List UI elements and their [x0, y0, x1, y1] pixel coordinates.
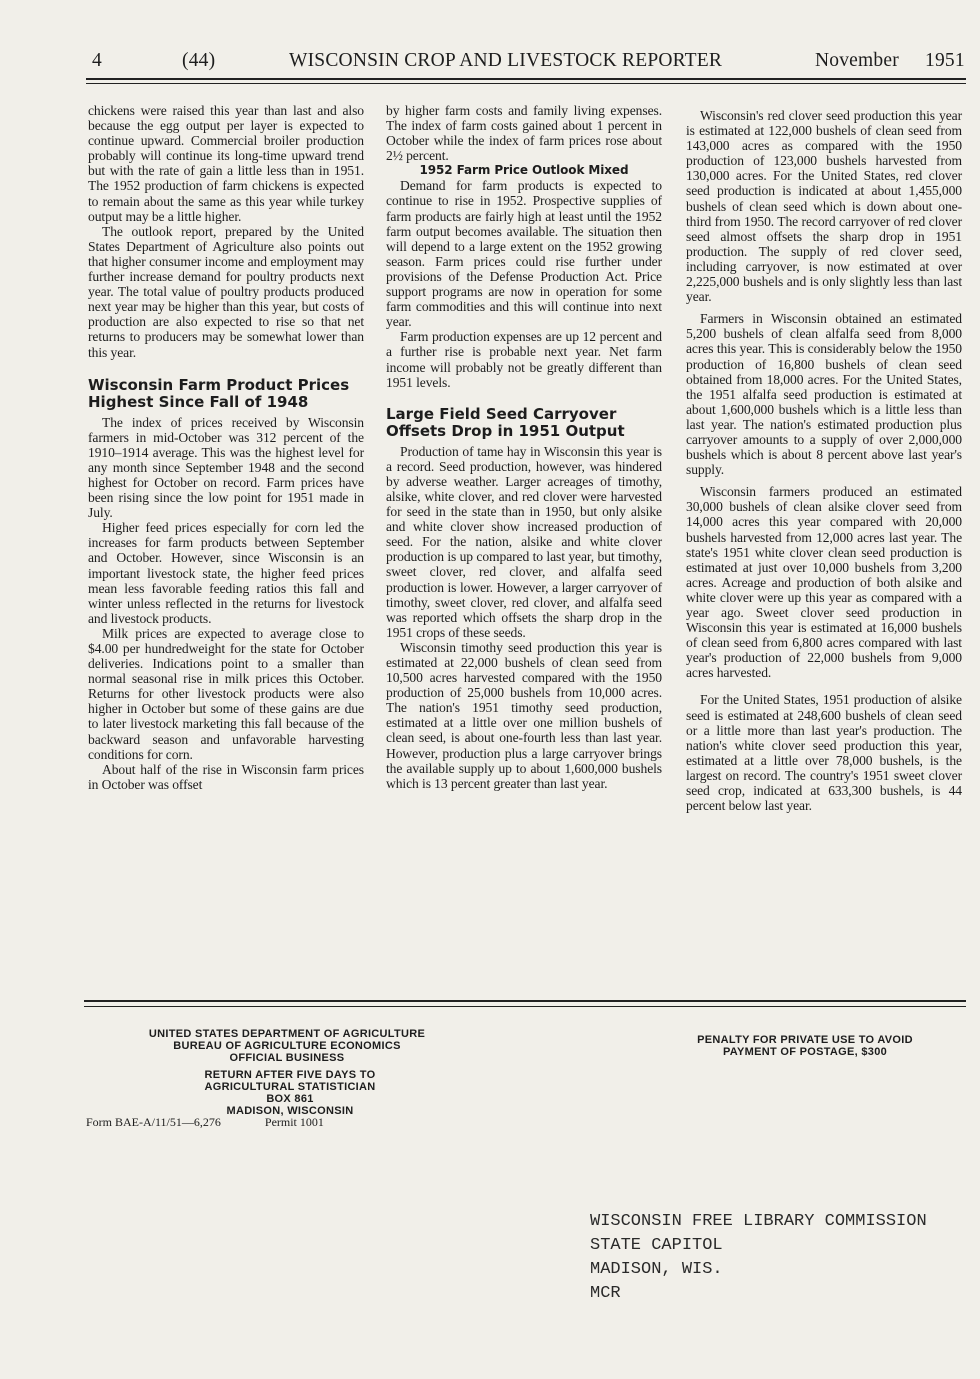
return-instruction: RETURN AFTER FIVE DAYS TO: [204, 1069, 376, 1081]
penalty-line: PENALTY FOR PRIVATE USE TO AVOID: [697, 1034, 913, 1046]
paragraph: Milk prices are expected to average close to $4.00 per hundredweight for the state for October deliveries. Indications point to a smaller than normal seasonal rise in milk prices this October. Returns for other livestock products were also higher in October but some of these gains are due to later livestock marketing this fall because of the backward season and unfavorable harvesting conditions for corn.: [88, 625, 364, 762]
paragraph: Higher feed prices especially for corn led the increases for farm products between September and October. However, since Wisconsin is an important livestock state, the higher feed prices mean less favorable feeding ratios this fall and winter unless reflected in the returns for livestock and livestock products.: [88, 520, 364, 626]
penalty-block: [640, 1034, 970, 1058]
subsection-heading: 1952 Farm Price Outlook Mixed: [419, 163, 629, 178]
department-name: UNITED STATES DEPARTMENT OF AGRICULTURE: [148, 1028, 426, 1040]
address-line: MCR: [590, 1284, 621, 1303]
department-block: [92, 1028, 482, 1064]
publication-title: WISCONSIN CROP AND LIVESTOCK REPORTER: [289, 50, 723, 71]
section-heading: Large Field Seed Carryover Offsets Drop in 1951 Output: [386, 404, 625, 440]
form-line: [86, 1115, 324, 1130]
paragraph: For the United States, 1951 production of alsike seed is estimated at 248,600 bushels of clean seed or a little more than last year's production. The nation's white clover seed production this year, estimated at a little over 78,000 bushels, is the largest on record. The country's 1951 sweet clover seed crop, indicated at 633,300 bushels, is 44 percent below last year.: [686, 692, 962, 814]
paragraph: Farm production expenses are up 12 percent and a further rise is probable next year. Net farm income will probably not be greatly different than 1951 levels.: [386, 329, 662, 390]
paragraph: Farmers in Wisconsin obtained an estimated 5,200 bushels of clean alfalfa seed from 8,000 acres this year. This is considerably below the 1950 production of 16,800 bushels of clean seed obtained from 18,000 acres. For the United States, the 1951 alfalfa seed production is estimated at about 1,600,000 bushels which is a little less than last year. The nation's estimated production plus carryover amounts to a supply of over 2,000,000 bushels which is about 8 percent above last year's supply.: [686, 311, 962, 478]
official-business: OFFICIAL BUSINESS: [229, 1052, 345, 1064]
paragraph: by higher farm costs and family living expenses. The index of farm costs gained about 1 percent in October while the index of farm prices rose about 2½ percent.: [386, 103, 662, 164]
paragraph: The outlook report, prepared by the United States Department of Agriculture also points out that higher consumer income and employment may further increase demand for poultry products next year. The total value of poultry products produced next year may be higher than this year, but costs of production are also expected to rise so that net returns to producers may be somewhat lower than this year.: [88, 223, 364, 360]
mailing-address: [590, 1210, 927, 1306]
paragraph: Production of tame hay in Wisconsin this year is a record. Seed production, however, was hindered by adverse weather. Larger acreages of timothy, alsike, white clover, and red clover were harvested for seed in the state than in 1950, but only alsike and white clover show increased production of seed. For the nation, alsike and white clover production is up compared to last year, but timothy, sweet clover, red clover, and alfalfa seed production is lower. However, a larger carryover of timothy, sweet clover, red clover, and alfalfa seed was reported which offsets the sharp drop in the 1951 crops of these seeds.: [386, 443, 662, 640]
return-box: BOX 861: [266, 1093, 314, 1105]
issue-number: (44): [182, 50, 216, 71]
return-addressee: AGRICULTURAL STATISTICIAN: [204, 1081, 376, 1093]
paragraph: The index of prices received by Wisconsin farmers in mid-October was 312 percent of the 1910–1914 average. This was the highest level for any month since September 1948 and the second highest for October on record. Farm prices have been rising since the low point for 1951 made in July.: [88, 414, 364, 521]
address-line: MADISON, WIS.: [590, 1260, 723, 1279]
paragraph: About half of the rise in Wisconsin farm prices in October was offset: [88, 761, 364, 792]
issue-year: 1951: [925, 50, 965, 71]
page-number: 4: [92, 50, 102, 71]
return-address-block: [150, 1069, 430, 1117]
paragraph: Wisconsin farmers produced an estimated 30,000 bushels of clean alsike clover seed from 14,000 acres this year compared with 20,000 bushels harvested from 12,000 acres last year. The state's 1951 white clover clean seed production is estimated at just over 10,000 bushels from 3,200 acres. Acreage and production of both alsike and white clover were up this year as compared with a year ago. Sweet clover seed production in Wisconsin this year is estimated at 16,000 bushels of clean seed from 6,800 acres compared with last year's production of 22,000 bushels from 9,000 acres harvested.: [686, 484, 962, 681]
return-city: MADISON, WISCONSIN: [226, 1105, 354, 1117]
bureau-name: BUREAU OF AGRICULTURE ECONOMICS: [173, 1040, 401, 1052]
article-column-2: [386, 103, 662, 791]
header-rule-thin: [86, 83, 966, 84]
address-line: STATE CAPITOL: [590, 1236, 723, 1255]
paragraph: Wisconsin's red clover seed production this year is estimated at 122,000 bushels of clean seed from 143,000 acres as compared with the 1950 production of 123,000 bushels harvested from 130,000 acres. For the United States, red clover seed production is indicated at about 1,455,000 bushels of clean seed which is down about one-third from 1950. The record carryover of red clover seed almost offsets the sharp drop in 1951 production. The supply of red clover seed, including carryover, is now estimated at over 2,225,000 bushels and is only slightly less than last year.: [686, 108, 962, 305]
penalty-line: PAYMENT OF POSTAGE, $300: [722, 1046, 888, 1058]
permit-number: Permit 1001: [264, 1115, 324, 1129]
issue-month: November: [815, 50, 899, 71]
footer-rule-thin: [84, 1006, 966, 1007]
header-rule: [86, 78, 966, 80]
paragraph: Wisconsin timothy seed production this year is estimated at 22,000 bushels of clean seed from 10,500 acres harvested compared with the 1950 production of 25,000 bushels from 10,000 acres. The nation's 1951 timothy seed production, estimated at a little over one million bushels of clean seed, is about one-fourth less than last year. However, production plus a large carryover brings the available supply up to about 1,600,000 bushels which is 13 percent greater than last year.: [386, 639, 662, 791]
paragraph: Demand for farm products is expected to continue to rise in 1952. Prospective supplies of farm products are fairly high at least until the 1952 farm output becomes available. The situation then will depend to a large extent on the 1952 growing season. Farm prices could rise further under provisions of the Defense Production Act. Price support programs are now in operation for some farm commodities and this will continue into next year.: [386, 178, 662, 330]
article-column-3: [686, 108, 962, 813]
form-number: Form BAE-A/11/51—6,276: [86, 1115, 221, 1129]
address-line: WISCONSIN FREE LIBRARY COMMISSION: [590, 1212, 927, 1231]
footer-rule: [84, 1000, 966, 1002]
article-column-1: [88, 103, 364, 792]
section-heading: Wisconsin Farm Product Prices Highest Since Fall of 1948: [88, 375, 350, 411]
page-header: [86, 50, 966, 80]
paragraph: chickens were raised this year than last and also because the egg output per layer is expected to continue upward. Commercial broiler production probably will continue its long-time upward trend but with the rate of gain a little less than in 1951. The 1952 production of farm chickens is expected to remain about the same as this year while turkey output may be a little higher.: [88, 103, 364, 224]
